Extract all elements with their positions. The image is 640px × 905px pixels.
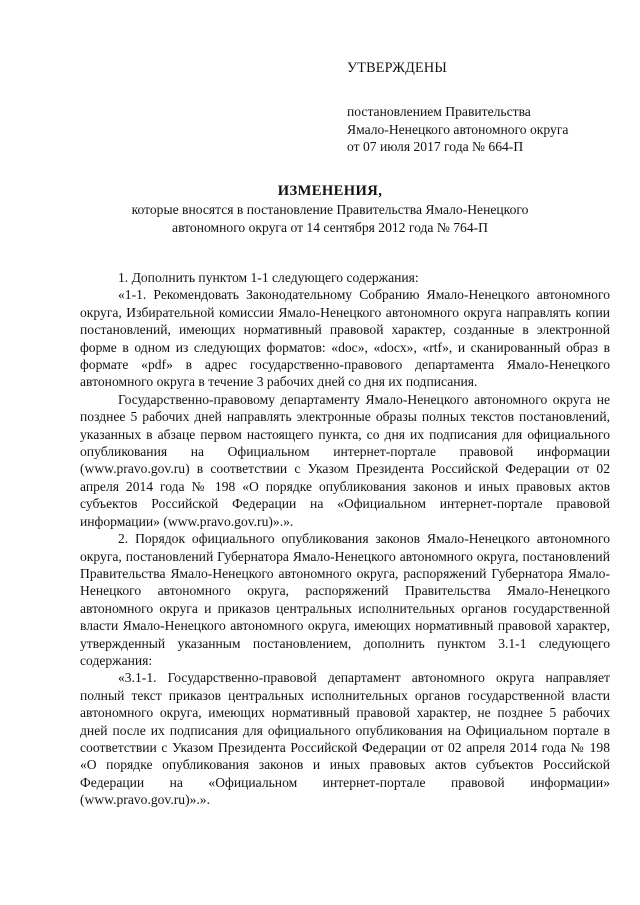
document-title (80, 183, 580, 236)
approval-block (347, 60, 617, 156)
approval-line: от 07 июля 2017 года № 664-П (347, 139, 524, 155)
title-heading: ИЗМЕНЕНИЯ, (277, 183, 383, 199)
paragraph-quote-3-1-1: «3.1-1. Государственно-правовой департамент автономного округа направляет полный текст приказов центральных исполнительных органов государственной власти автономного округа, имеющих нормативный правовой характер, не позднее 5 рабочих дней после их подписания для официального опубликования на Официальном портале в соответствии с Указом Президента Российской Федерации от 02 апреля 2014 года № 198 «О порядке опубликования законов и иных правовых актов субъектов Российской Федерации на «Официальном интернет-портале правовой информации» (www.pravo.gov.ru)».». (80, 670, 610, 808)
approval-line: постановлением Правительства (347, 104, 531, 120)
title-subtitle-line: автономного округа от 14 сентября 2012 года № 764-П (172, 219, 488, 235)
paragraph-item-1: 1. Дополнить пунктом 1-1 следующего содержания: (118, 270, 419, 285)
approval-stamp: УТВЕРЖДЕНЫ (347, 60, 447, 76)
title-subtitle-line: которые вносятся в постановление Правительства Ямало-Ненецкого (131, 202, 529, 218)
approval-line: Ямало-Ненецкого автономного округа (347, 121, 569, 137)
paragraph-quote-1-1: «1-1. Рекомендовать Законодательному Собранию Ямало-Ненецкого автономного округа, Избирательной комиссии Ямало-Ненецкого автономного округа направлять копии постановлений, имеющих нормативный правовой характер, созданные в электронной форме в одном из следующих форматов: «doc», «docx», «rtf», и сканированный образ в формате «pdf» в адрес государственно-правового департамента Ямало-Ненецкого автономного округа в течение 3 рабочих дней со дня их подписания. (80, 287, 610, 390)
paragraph-item-2: 2. Порядок официального опубликования законов Ямало-Ненецкого автономного округа, постановлений Губернатора Ямало-Ненецкого автономного округа, постановлений Правительства Ямало-Ненецкого автономного округа, распоряжений Губернатора Ямало-Ненецкого автономного округа, распоряжений Правительства Ямало-Ненецкого автономного округа и приказов центральных исполнительных органов государственной власти Ямало-Ненецкого автономного округа, имеющих нормативный правовой характер, утвержденный указанным постановлением, дополнить пунктом 3.1-1 следующего содержания: (80, 531, 610, 668)
document-body (80, 269, 610, 809)
paragraph-department-duty: Государственно-правовому департаменту Ямало-Ненецкого автономного округа не позднее 5 рабочих дней направлять электронные образы полных текстов постановлений, указанных в абзаце первом настоящего пункта, со дня их подписания для официального опубликования на Официальном интернет-портале правовой информации (www.pravo.gov.ru) в соответствии с Указом Президента Российской Федерации от 02 апреля 2014 года № 198 «О порядке опубликования законов и иных правовых актов субъектов Российской Федерации на «Официальном интернет-портале правовой информации» (www.pravo.gov.ru)».». (80, 391, 610, 529)
